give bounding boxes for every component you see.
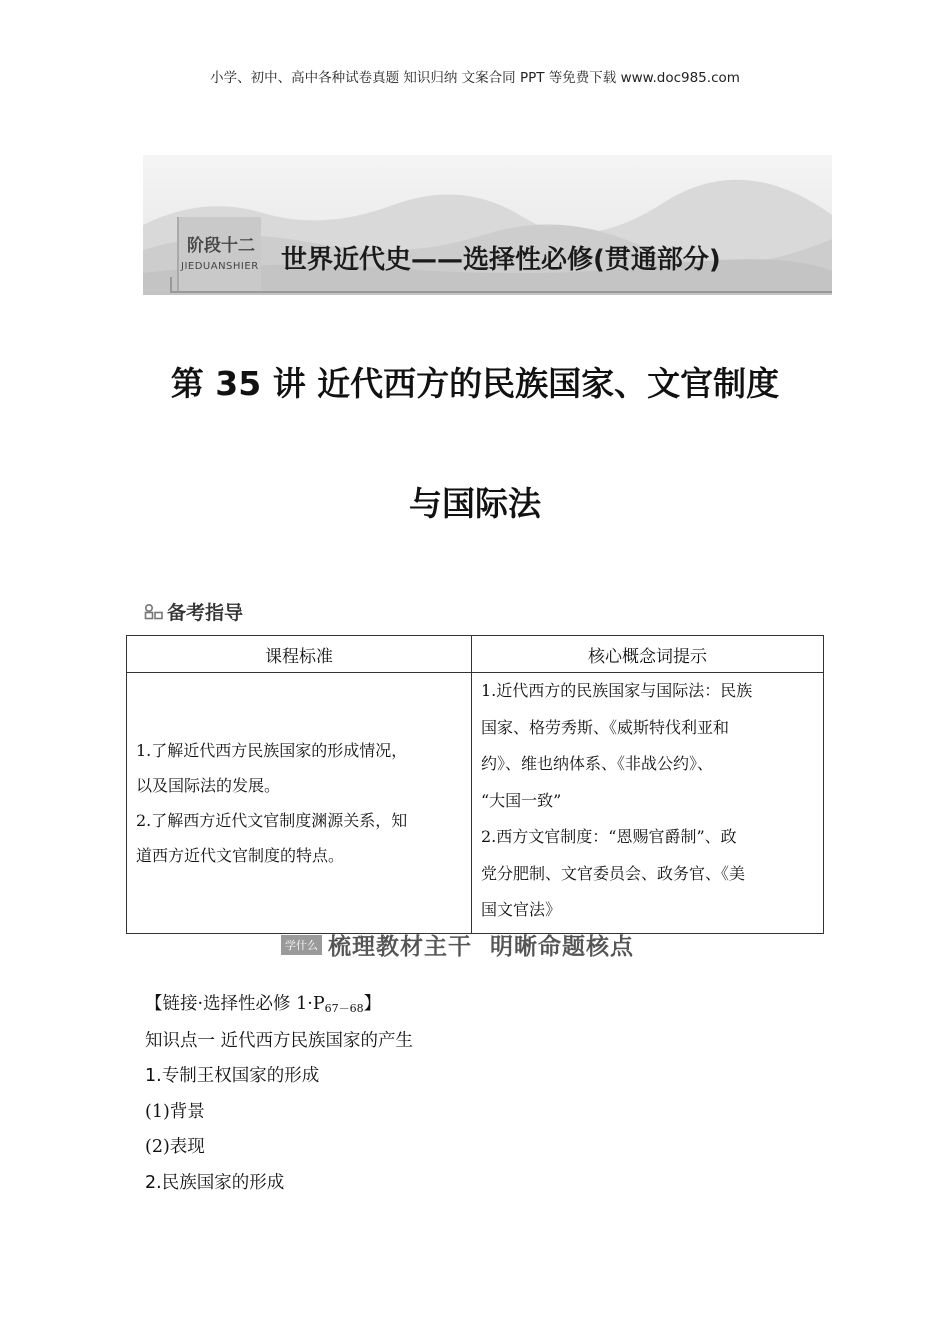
stage-title: 世界近代史——选择性必修(贯通部分) [281, 245, 721, 275]
concept-line: 约》、维也纳体系、《非战公约》、 [481, 754, 714, 773]
concept-line: 党分肥制、文官委员会、政务官、《美 [481, 863, 746, 883]
sub-item: (2)表现 [145, 1137, 205, 1157]
concept-line: “大国一致” [481, 790, 562, 810]
link-page-range: 67－68 [324, 1002, 364, 1015]
stage-pinyin: JIEDUANSHIER [181, 261, 259, 272]
guide-icon [144, 603, 164, 621]
stage-banner [143, 155, 832, 295]
standard-line: 1.了解近代西方民族国家的形成情况， [136, 740, 408, 760]
item-heading: 1.专制王权国家的形成 [145, 1066, 320, 1086]
curriculum-standard-cell [127, 673, 472, 934]
section-tag: 学什么 [281, 935, 322, 955]
concept-line: 1.近代西方的民族国家与国际法：民族 [481, 681, 753, 700]
site-header-line: 小学、初中、高中各种试卷真题 知识归纳 文案合同 PPT 等免费下载 www.doc985.com [210, 70, 740, 86]
concept-line: 国文官法》 [481, 900, 562, 919]
item-heading: 2.民族国家的形成 [145, 1173, 285, 1193]
section-heading [281, 928, 634, 961]
stage-label-box [177, 217, 261, 293]
knowledge-point-heading: 知识点一 近代西方民族国家的产生 [145, 1031, 414, 1051]
stage-number: 阶段十二 [187, 236, 255, 256]
header-curriculum-standard: 课程标准 [127, 636, 472, 673]
table-row [127, 673, 824, 934]
link-suffix: 】 [363, 994, 382, 1014]
section-title: 梳理教材主干 明晰命题核点 [328, 934, 635, 960]
lecture-title-line2: 与国际法 [409, 484, 541, 523]
curriculum-table [126, 635, 824, 934]
header-core-concepts: 核心概念词提示 [472, 636, 824, 673]
table-header-row [127, 636, 824, 673]
sub-item: (1)背景 [145, 1102, 205, 1122]
banner-underline [170, 291, 832, 293]
lecture-title-line1: 第 35 讲 近代西方的民族国家、文官制度 [170, 364, 780, 403]
concept-line: 国家、格劳秀斯、《威斯特伐利亚和 [481, 717, 730, 737]
standard-line: 以及国际法的发展。 [136, 775, 281, 795]
textbook-link [145, 990, 381, 1016]
guide-label: 备考指导 [167, 602, 244, 624]
exam-guide-heading [144, 598, 243, 625]
link-prefix: 【链接·选择性必修 1·P [145, 994, 325, 1014]
core-concepts-cell [472, 673, 824, 934]
standard-line: 道西方近代文官制度的特点。 [136, 845, 345, 865]
standard-line: 2.了解西方近代文官制度渊源关系，知 [136, 810, 408, 830]
concept-line: 2.西方文官制度：“恩赐官爵制”、政 [481, 827, 737, 846]
